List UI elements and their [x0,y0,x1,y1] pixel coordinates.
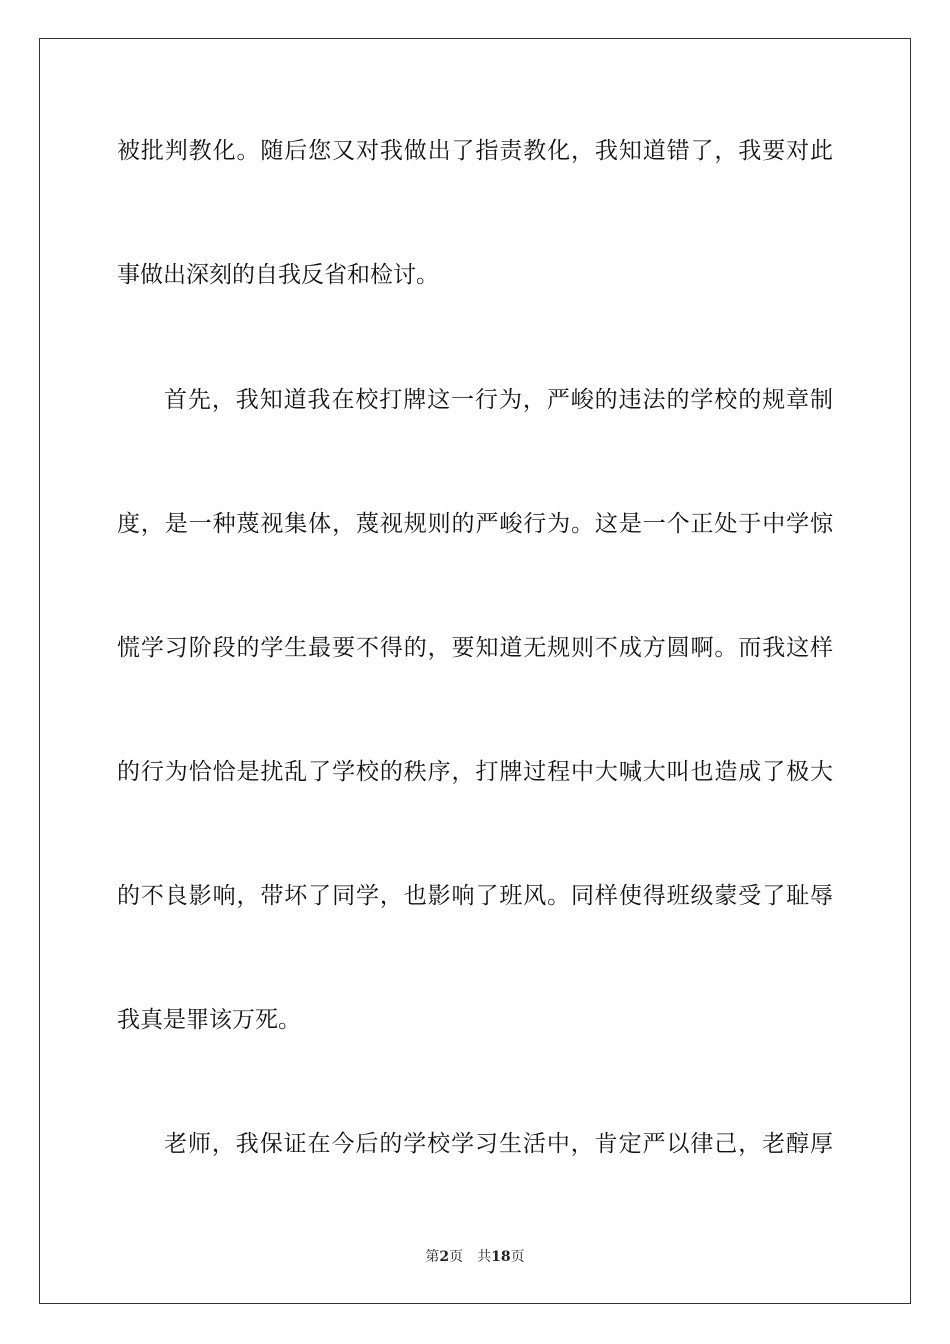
page-border [39,38,911,1304]
footer-total-pages: 18 [491,1249,511,1265]
body-line-1: 被批判教化。随后您又对我做出了指责教化，我知道错了，我要对此 [117,138,833,164]
footer-total-prefix: 共 [477,1249,492,1265]
body-line-6: 的行为恰恰是扰乱了学校的秩序，打牌过程中大喊大叫也造成了极大 [117,759,833,785]
body-line-8: 我真是罪该万死。 [117,1007,301,1033]
body-line-2: 事做出深刻的自我反省和检讨。 [117,262,439,288]
footer-page-suffix: 页 [449,1249,464,1265]
body-line-7: 的不良影响，带坏了同学，也影响了班风。同样使得班级蒙受了耻辱 [117,883,833,909]
body-line-5: 慌学习阶段的学生最要不得的，要知道无规则不成方圆啊。而我这样 [117,635,833,661]
body-line-9: 老师，我保证在今后的学校学习生活中，肯定严以律己，老醇厚 [164,1131,833,1157]
body-line-4: 度，是一种蔑视集体，蔑视规则的严峻行为。这是一个正处于中学惊 [117,511,833,537]
footer-page-current: 2 [439,1249,450,1265]
body-line-3: 首先，我知道我在校打牌这一行为，严峻的违法的学校的规章制 [164,387,833,413]
footer-total-suffix: 页 [510,1249,525,1265]
footer-page-prefix: 第 [425,1249,440,1265]
page-footer [0,1248,950,1266]
